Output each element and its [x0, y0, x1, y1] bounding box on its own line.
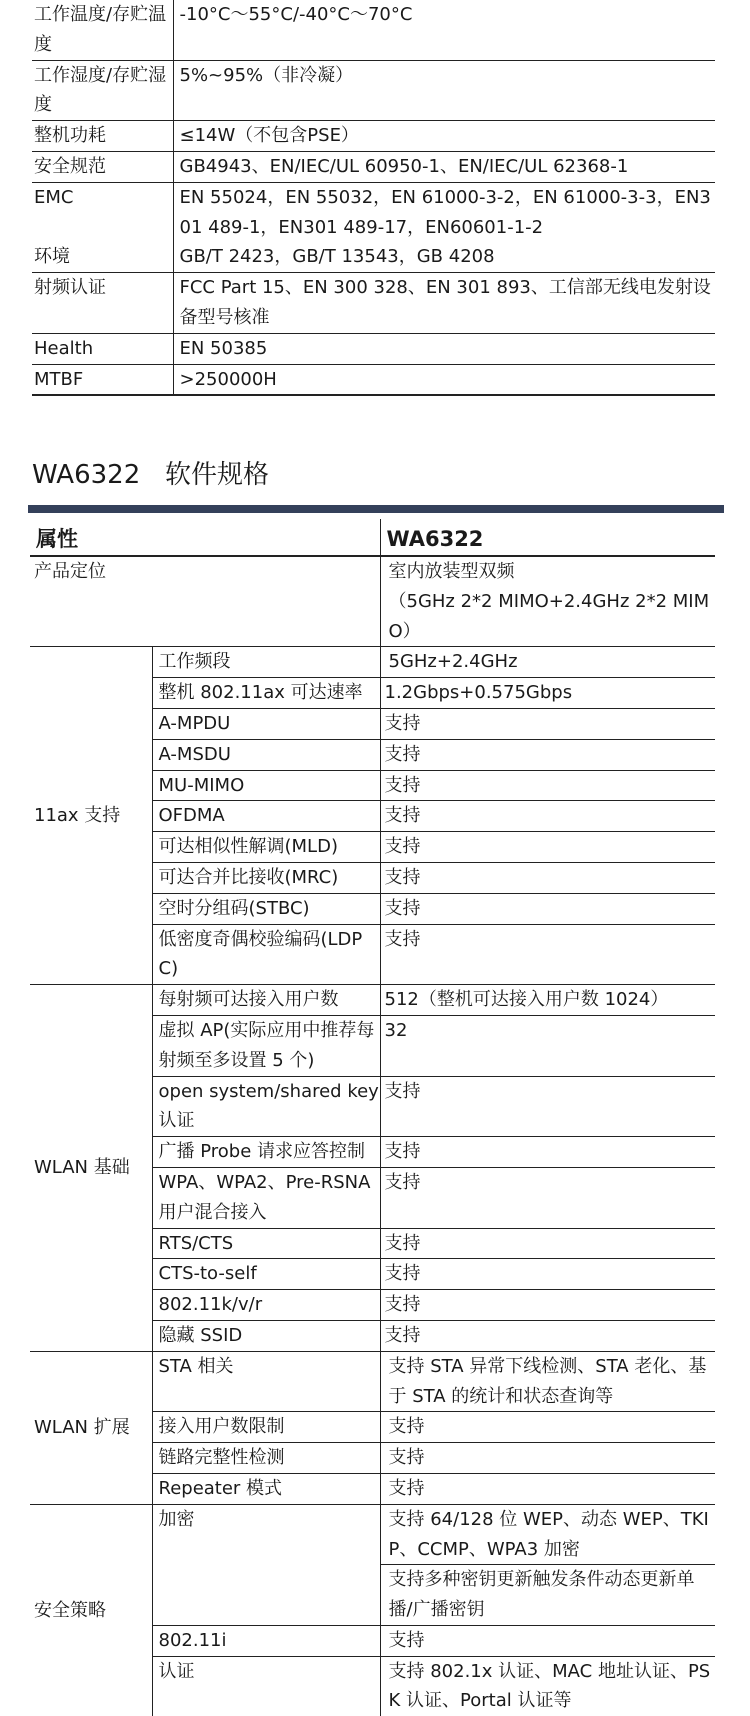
- value-cell: 支持: [380, 924, 715, 985]
- feature-cell: MU-MIMO: [152, 770, 380, 801]
- spec-label-env: 环境: [34, 245, 70, 267]
- feature-cell: OFDMA: [152, 801, 380, 832]
- table-header-row: [30, 519, 715, 556]
- value-cell: 支持: [380, 801, 715, 832]
- table-row: [30, 1351, 715, 1412]
- feature-cell: 低密度奇偶校验编码(LDPC): [152, 924, 380, 985]
- section-suffix: 软件规格: [165, 460, 270, 490]
- feature-cell: 加密: [152, 1504, 380, 1625]
- section-title: [32, 456, 269, 494]
- value-cell: 支持: [380, 1412, 715, 1443]
- value-cell: 支持: [380, 862, 715, 893]
- feature-cell: RTS/CTS: [152, 1228, 380, 1259]
- value-cell: 支持: [380, 1259, 715, 1290]
- table-row: [30, 647, 715, 678]
- hardware-spec-table: [32, 0, 715, 396]
- spec-label: 工作湿度/存贮湿度: [32, 60, 173, 121]
- value-cell: 1.2Gbps+0.575Gbps: [380, 678, 715, 709]
- section-divider-bar: [28, 505, 724, 513]
- software-spec-table: [30, 519, 715, 1716]
- spec-value: 5%~95%（非冷凝）: [173, 60, 715, 121]
- category-security: 安全策略: [30, 1504, 152, 1716]
- spec-value: FCC Part 15、EN 300 328、EN 301 893、工信部无线电发射设备型号核准: [173, 273, 715, 334]
- table-row: [32, 60, 715, 121]
- spec-value: [173, 182, 715, 272]
- feature-cell: 空时分组码(STBC): [152, 893, 380, 924]
- value-cell: 5GHz+2.4GHz: [380, 647, 715, 678]
- spec-label: Health: [32, 333, 173, 364]
- value-cell: 支持: [380, 1228, 715, 1259]
- value-cell: 支持 802.1x 认证、MAC 地址认证、PSK 认证、Portal 认证等: [388, 1660, 711, 1712]
- feature-cell: STA 相关: [152, 1351, 380, 1412]
- header-model: WA6322: [380, 519, 715, 556]
- feature-cell: 802.11i: [152, 1625, 380, 1656]
- value-cell: 支持: [380, 1290, 715, 1321]
- section-model: WA6322: [32, 460, 141, 490]
- feature-cell: WPA、WPA2、Pre-RSNA 用户混合接入: [152, 1167, 380, 1228]
- value-cell: 支持: [380, 770, 715, 801]
- feature-cell: 整机 802.11ax 可达速率: [152, 678, 380, 709]
- spec-value: EN 50385: [173, 333, 715, 364]
- table-row: [32, 333, 715, 364]
- table-row: [30, 985, 715, 1016]
- table-row: [32, 151, 715, 182]
- value-cell: 支持: [380, 739, 715, 770]
- value-cell: 支持 64/128 位 WEP、动态 WEP、TKIP、CCMP、WPA3 加密: [380, 1504, 715, 1565]
- table-row: [32, 0, 715, 60]
- spec-label: 安全规范: [32, 151, 173, 182]
- feature-cell: 802.11k/v/r: [152, 1290, 380, 1321]
- value-cell: 支持: [380, 1625, 715, 1656]
- value-cell: 支持: [380, 1137, 715, 1168]
- feature-cell: 接入用户数限制: [152, 1412, 380, 1443]
- spec-value-env: GB/T 2423，GB/T 13543，GB 4208: [179, 246, 495, 268]
- spec-label: MTBF: [32, 364, 173, 395]
- spec-label: 整机功耗: [32, 121, 173, 152]
- table-row: [32, 182, 715, 272]
- table-row: [30, 1504, 715, 1565]
- feature-cell: 链路完整性检测: [152, 1443, 380, 1474]
- spec-value: GB4943、EN/IEC/UL 60950-1、EN/IEC/UL 62368-1: [173, 151, 715, 182]
- spec-label: 射频认证: [32, 273, 173, 334]
- feature-cell: 每射频可达接入用户数: [152, 985, 380, 1016]
- positioning-line2: （5GHz 2*2 MIMO+2.4GHz 2*2 MIMO）: [388, 590, 710, 642]
- value-cell: 支持 STA 异常下线检测、STA 老化、基于 STA 的统计和状态查询等: [380, 1351, 715, 1412]
- table-row: [32, 273, 715, 334]
- table-row: [32, 364, 715, 395]
- value-cell: 支持: [380, 1076, 715, 1137]
- spec-value: >250000H: [173, 364, 715, 395]
- feature-cell: open system/shared key 认证: [152, 1076, 380, 1137]
- feature-cell: 可达合并比接收(MRC): [152, 862, 380, 893]
- table-row: [30, 556, 715, 647]
- value-cell: 支持: [380, 832, 715, 863]
- category-wlan-basic: WLAN 基础: [30, 985, 152, 1352]
- feature-cell: 隐藏 SSID: [152, 1320, 380, 1351]
- feature-cell: 可达相似性解调(MLD): [152, 832, 380, 863]
- value-cell: 支持: [380, 893, 715, 924]
- value-cell: 支持: [380, 708, 715, 739]
- value-cell: 支持: [380, 1167, 715, 1228]
- positioning-label: 产品定位: [30, 556, 380, 647]
- feature-cell: 广播 Probe 请求应答控制: [152, 1137, 380, 1168]
- value-cell: 支持: [380, 1443, 715, 1474]
- feature-cell: A-MPDU: [152, 708, 380, 739]
- spec-value: -10°C～55°C/-40°C～70°C: [173, 0, 715, 60]
- feature-cell: 工作频段: [152, 647, 380, 678]
- feature-cell: 认证: [152, 1656, 380, 1716]
- spec-label: 工作温度/存贮温度: [32, 0, 173, 60]
- value-cell: 支持: [380, 1473, 715, 1504]
- value-cell: 32: [380, 1015, 715, 1076]
- value-cell: 512（整机可达接入用户数 1024）: [380, 985, 715, 1016]
- spec-label: [32, 182, 173, 272]
- category-wlan-ext: WLAN 扩展: [30, 1351, 152, 1504]
- feature-cell: Repeater 模式: [152, 1473, 380, 1504]
- spec-value-emc: EN 55024，EN 55032，EN 61000-3-2，EN 61000-3-3，EN301 489-1，EN301 489-17，EN60601-1-2: [179, 186, 711, 238]
- feature-cell: A-MSDU: [152, 739, 380, 770]
- header-attribute: 属性: [30, 519, 380, 556]
- spec-label-emc: EMC: [34, 186, 74, 208]
- category-11ax: 11ax 支持: [30, 647, 152, 985]
- table-row: [32, 121, 715, 152]
- value-cell: 支持多种密钥更新触发条件动态更新单播/广播密钥: [380, 1565, 715, 1626]
- positioning-line1: 室内放装型双频: [388, 561, 515, 582]
- feature-cell: CTS-to-self: [152, 1259, 380, 1290]
- positioning-value: [380, 556, 715, 647]
- spec-value: ≤14W（不包含PSE）: [173, 121, 715, 152]
- feature-cell: 虚拟 AP(实际应用中推荐每射频至多设置 5 个): [152, 1015, 380, 1076]
- value-cell: 支持: [380, 1320, 715, 1351]
